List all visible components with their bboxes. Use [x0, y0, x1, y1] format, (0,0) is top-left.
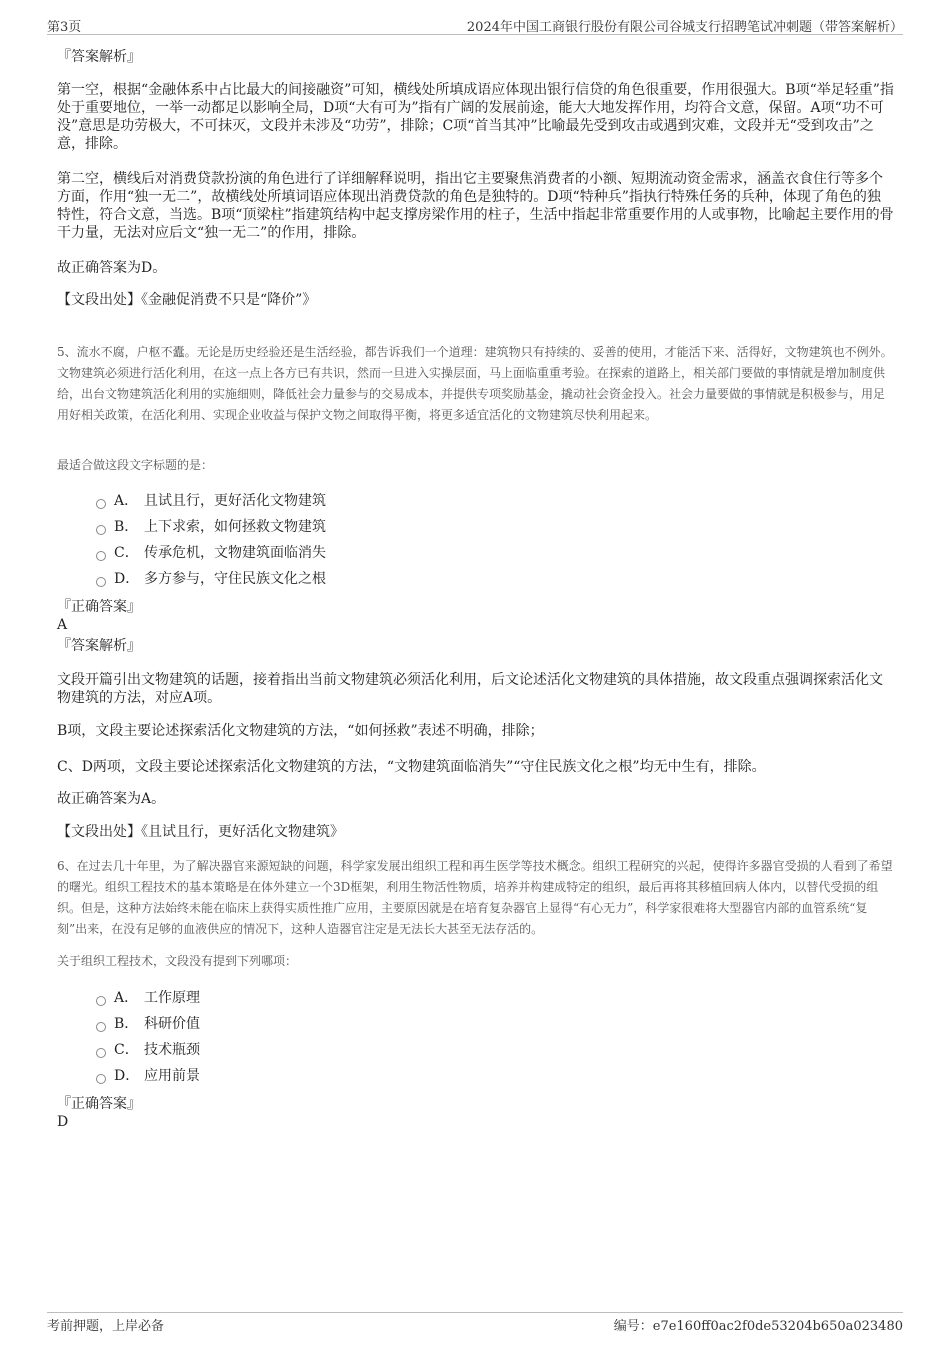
radio-icon[interactable] — [96, 499, 106, 509]
q5-analysis-para1: 文段开篇引出文物建筑的话题，接着指出当前文物建筑必须活化利用，后文论述活化文物建筑的具体措施，故文段重点强调探索活化文物建筑的方法，对应A项。 — [57, 672, 883, 706]
q6-question: 关于组织工程技术，文段没有提到下列哪项： — [57, 954, 298, 968]
q6-answer: D — [57, 1114, 69, 1130]
radio-icon[interactable] — [96, 1074, 106, 1084]
q4-analysis-label: 『答案解析』 — [57, 49, 141, 65]
q5-source: 【文段出处】《且试且行，更好活化文物建筑》 — [57, 824, 344, 840]
q5-option-c[interactable]: C． 传承危机，文物建筑面临消失 — [96, 544, 326, 562]
q6-answer-label: 『正确答案』 — [57, 1096, 141, 1112]
q4-source: 【文段出处】《金融促消费不只是“降价”》 — [57, 292, 317, 308]
q6-option-b[interactable]: B． 科研价值 — [96, 1015, 200, 1033]
q4-conclusion: 故正确答案为D。 — [57, 260, 167, 276]
q6-option-d[interactable]: D． 应用前景 — [96, 1067, 200, 1085]
page-number: 第3页 — [47, 20, 82, 35]
q5-analysis-para3: C、D两项，文段主要论述探索活化文物建筑的方法，“文物建筑面临消失”“守住民族文化之根”均无中生有，排除。 — [57, 759, 766, 775]
q5-conclusion: 故正确答案为A。 — [57, 791, 166, 807]
q5-analysis-label: 『答案解析』 — [57, 638, 141, 654]
q5-option-a[interactable]: A． 且试且行，更好活化文物建筑 — [96, 492, 326, 510]
q6-passage: 6、在过去几十年里，为了解决器官来源短缺的问题，科学家发展出组织工程和再生医学等技术概念。组织工程研究的兴起，使得许多器官受损的人看到了希望的曙光。组织工程技术的基本策略是在体外建立一个3D框架，利用生物活性物质，培养并构建成特定的组织，最后再将其移植回病人体内，以替代受损的组织。但是，这种方法始终未能在临床上获得实质性推广应用，主要原因就是在培育复杂器官上显得“有心无力”，科学家很难将大型器官内部的血管系统“复刻”出来，在没有足够的血液供应的情况下，这种人造器官注定是无法长大甚至无法存活的。 — [57, 859, 893, 936]
radio-icon[interactable] — [96, 577, 106, 587]
radio-icon[interactable] — [96, 1048, 106, 1058]
page-footer — [47, 1312, 903, 1337]
radio-icon[interactable] — [96, 551, 106, 561]
q5-question: 最适合做这段文字标题的是： — [57, 458, 214, 472]
radio-icon[interactable] — [96, 1022, 106, 1032]
q5-answer-label: 『正确答案』 — [57, 599, 141, 615]
q5-passage: 5、流水不腐，户枢不蠹。无论是历史经验还是生活经验，都告诉我们一个道理：建筑物只有持续的、妥善的使用，才能活下来、活得好，文物建筑也不例外。文物建筑必须进行活化利用，在这一点上各方已有共识，然而一旦进入实操层面，马上面临重重考验。在探索的道路上，相关部门要做的事情就是增加制度供给，出台文物建筑活化利用的实施细则，降低社会力量参与的交易成本，并提供专项奖励基金，撬动社会资金投入。社会力量要做的事情就是积极参与，用足用好相关政策，在活化利用、实现企业收益与保护文物之间取得平衡，将更多适宜活化的文物建筑尽快利用起来。 — [57, 345, 893, 422]
document-title: 2024年中国工商银行股份有限公司谷城支行招聘笔试冲刺题（带答案解析） — [466, 20, 903, 35]
radio-icon[interactable] — [96, 996, 106, 1006]
q6-option-c[interactable]: C． 技术瓶颈 — [96, 1041, 200, 1059]
document-code: 编号：e7e160ff0ac2f0de53204b650a023480 — [613, 1319, 903, 1334]
q5-option-b[interactable]: B． 上下求索，如何拯救文物建筑 — [96, 518, 326, 536]
q4-analysis-para1: 第一空，根据“金融体系中占比最大的间接融资”可知，横线处所填成语应体现出银行信贷的角色很重要，作用很强大。B项“举足轻重”指处于重要地位，一举一动都足以影响全局，D项“大有可为”指有广阔的发展前途，能大大地发挥作用，均符合文意，保留。A项“功不可没”意思是功劳极大，不可抹灭，文段并未涉及“功劳”，排除；C项“首当其冲”比喻最先受到攻击或遇到灾难，文段并无“受到攻击”之意，排除。 — [57, 82, 894, 152]
q5-option-d[interactable]: D． 多方参与，守住民族文化之根 — [96, 570, 326, 588]
q5-answer: A — [57, 617, 68, 633]
page-header — [47, 14, 903, 35]
radio-icon[interactable] — [96, 525, 106, 535]
q5-analysis-para2: B项，文段主要论述探索活化文物建筑的方法，“如何拯救”表述不明确，排除； — [57, 723, 544, 739]
footer-slogan: 考前押题，上岸必备 — [47, 1319, 165, 1334]
q4-analysis-para2: 第二空，横线后对消费贷款扮演的角色进行了详细解释说明，指出它主要聚焦消费者的小额、短期流动资金需求，涵盖衣食住行等多个方面，作用“独一无二”，故横线处所填词语应体现出消费贷款的角色是独特的。D项“特种兵”指执行特殊任务的兵种，体现了角色的独特性，符合文意，当选。B项“顶梁柱”指建筑结构中起支撑房梁作用的柱子，生活中指起非常重要作用的人或事物，比喻起主要作用的骨干力量，无法对应后文“独一无二”的作用，排除。 — [57, 171, 894, 241]
q6-option-a[interactable]: A． 工作原理 — [96, 989, 200, 1007]
